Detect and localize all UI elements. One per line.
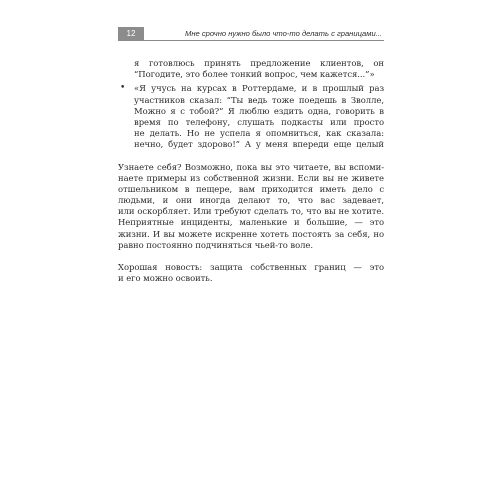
quote-continuation: [118, 58, 384, 80]
paragraph-good-news: [118, 262, 384, 284]
body-text: [118, 58, 384, 284]
text-line: Хорошая новость: защита собственных границ — это: [118, 262, 384, 273]
text-line: Неприятные инциденты, маленькие и большие, — это: [118, 217, 384, 228]
bullet-icon: •: [120, 83, 126, 94]
text-line: я готовлюсь принять предложение клиентов, он: [134, 58, 384, 68]
text-line: «Я учусь на курсах в Роттердаме, и в прошлый раз: [134, 83, 384, 94]
text-line: время по телефону, слушать подкасты или просто: [134, 116, 384, 127]
text-line: не делать. Но не успела я опомниться, как сказала:: [134, 128, 384, 139]
text-line: отшельником в пещере, вам приходится иметь дело с: [118, 183, 384, 194]
running-head: Мне срочно нужно было что-то делать с границами...: [185, 29, 382, 38]
bullet-quote: [118, 83, 384, 150]
text-line: Можно я с тобой?” Я люблю ездить одна, говорить в: [134, 105, 384, 116]
text-line: и его можно освоить.: [118, 273, 213, 284]
text-line: нечно, будет здорово!” А у меня впереди еще целый: [134, 139, 384, 150]
text-line: участников сказал: “Ты ведь тоже поедешь в Зволле,: [134, 94, 384, 105]
text-line: или оскорбляет. Или требуют сделать то, что вы не хотите.: [118, 206, 384, 217]
text-line: Узнаете себя? Возможно, пока вы это читаете, вы вспоми-: [118, 161, 384, 172]
text-line: наете примеры из собственной жизни. Если вы не живете: [118, 172, 384, 183]
text-line: “Погодите, это более тонкий вопрос, чем кажется...”»: [134, 69, 375, 80]
paragraph-recognize: [118, 162, 384, 252]
header-rule: [118, 40, 384, 41]
text-line: жизни. И вы можете искренне хотеть постоять за себя, но: [118, 228, 384, 239]
text-line: людьми, и они иногда делают то, что вас задевает,: [118, 195, 384, 206]
text-line: равно постоянно подчиняться чьей-то воле.: [118, 239, 313, 250]
page-number: 12: [118, 27, 144, 41]
